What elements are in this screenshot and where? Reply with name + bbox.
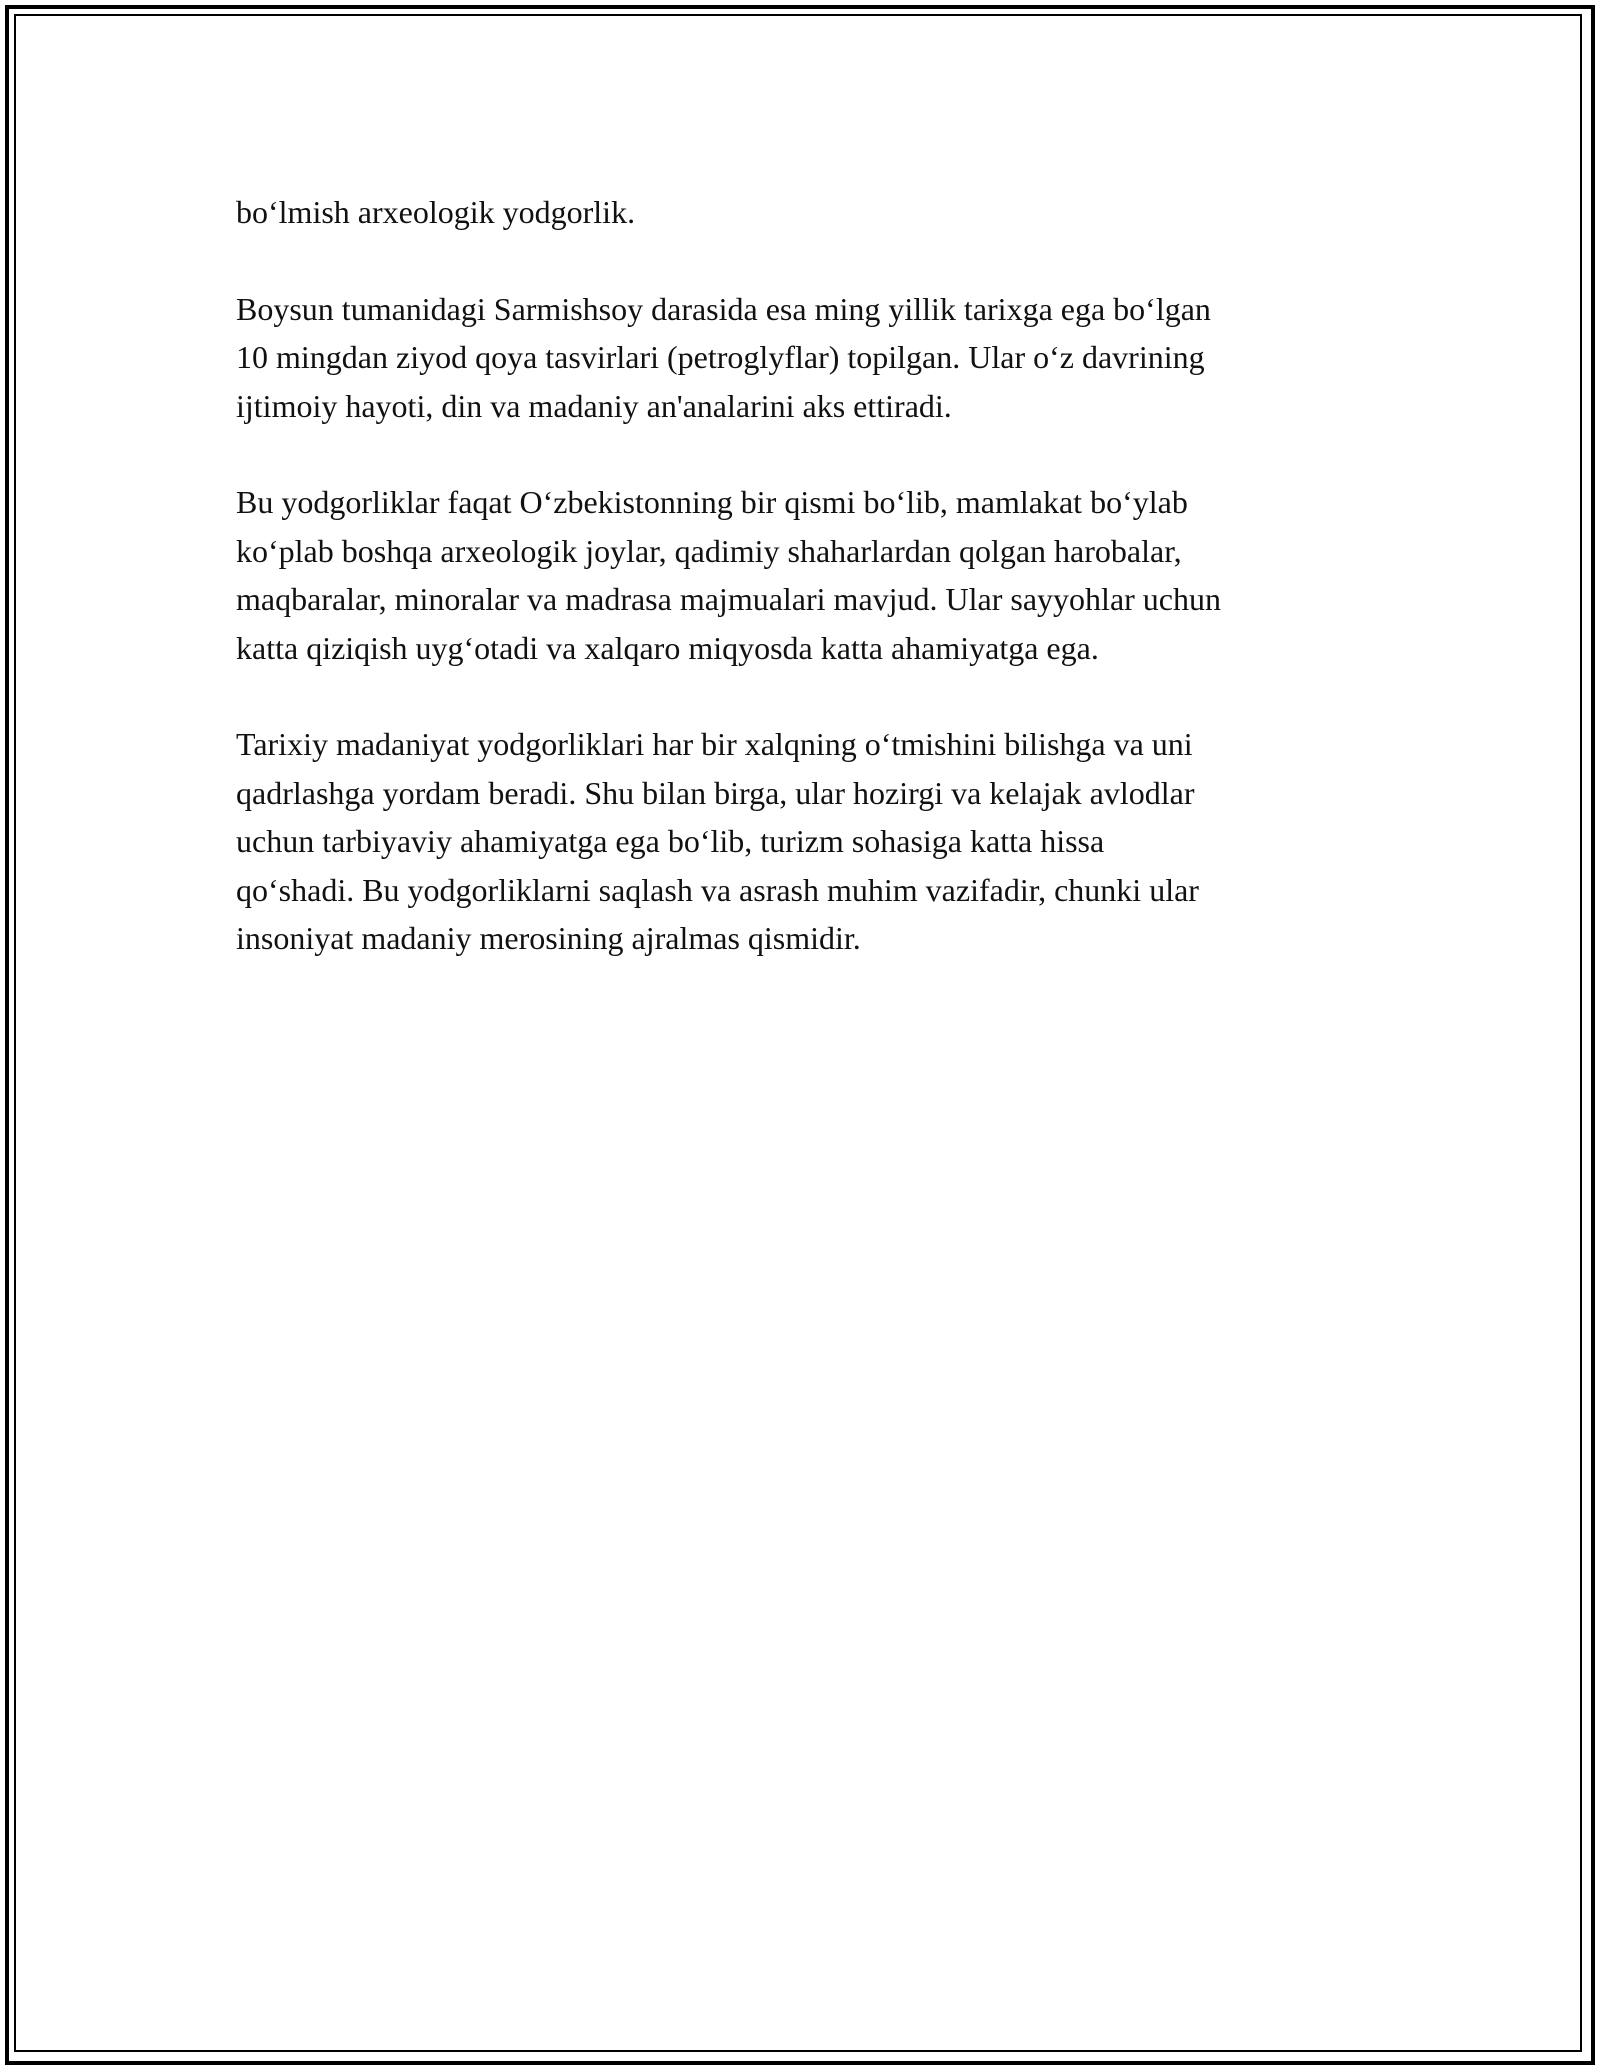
document-body [236,188,1386,1011]
text-line: qo‘shadi. Bu yodgorliklarni saqlash va asrash muhim vazifadir, chunki ular [236,871,1199,908]
text-line: insoniyat madaniy merosining ajralmas qismidir. [236,920,861,956]
paragraph-4 [236,720,1386,963]
text-line: Bu yodgorliklar faqat O‘zbekistonning bir qismi bo‘lib, mamlakat bo‘ylab [236,484,1188,520]
text-line: ko‘plab boshqa arxeologik joylar, qadimiy shaharlardan qolgan harobalar, [236,532,1182,569]
text-line: uchun tarbiyaviy ahamiyatga ega bo‘lib, turizm sohasiga katta hissa [236,823,1105,859]
paragraph-1 [236,188,1386,237]
text-line: maqbaralar, minoralar va madrasa majmualari mavjud. Ular sayyohlar uchun [236,581,1221,617]
text-line: Tarixiy madaniyat yodgorliklari har bir xalqning o‘tmishini bilishga va uni [236,726,1193,762]
text-line: 10 mingdan ziyod qoya tasvirlari (petroglyflar) topilgan. Ular o‘z davrining [236,339,1205,375]
text-line: bo‘lmish arxeologik yodgorlik. [236,194,636,230]
paragraph-3 [236,478,1386,672]
text-line: katta qiziqish uyg‘otadi va xalqaro miqyosda katta ahamiyatga ega. [236,629,1099,666]
text-line: ijtimoiy hayoti, din va madaniy an'analarini aks ettiradi. [236,387,952,424]
text-line: Boysun tumanidagi Sarmishsoy darasida esa ming yillik tarixga ega bo‘lgan [236,290,1211,327]
paragraph-2 [236,285,1386,431]
text-line: qadrlashga yordam beradi. Shu bilan birga, ular hozirgi va kelajak avlodlar [236,774,1195,811]
